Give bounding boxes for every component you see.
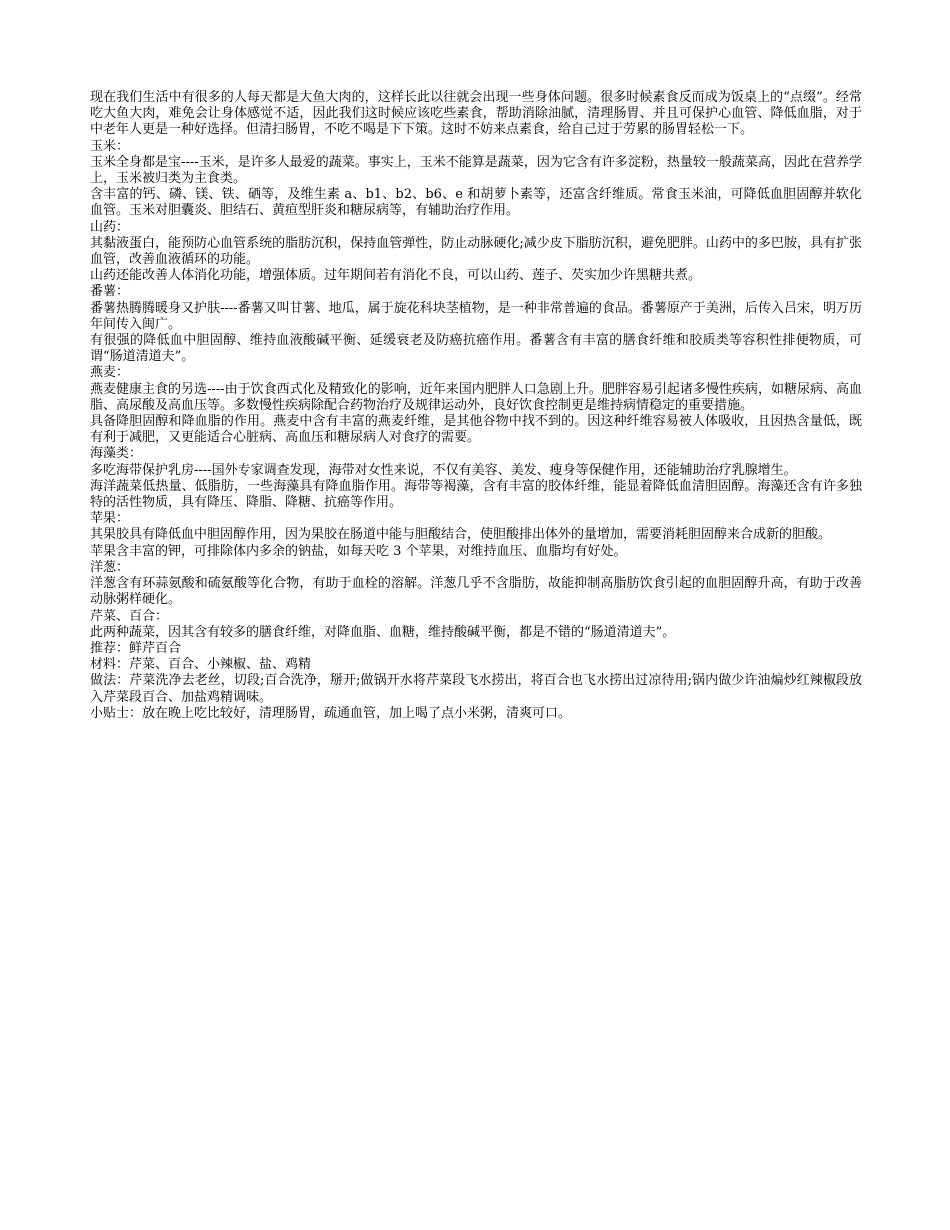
paragraph: 玉米全身都是宝----玉米，是许多人最爱的蔬菜。事实上，玉米不能算是蔬菜，因为它含有许多淀粉，热量较一般蔬菜高，因此在营养学上，玉米被归类为主食类。 xyxy=(90,154,862,187)
section-heading-yam: 山药： xyxy=(90,219,130,235)
section-heading-sweet-potato: 番薯： xyxy=(90,284,130,300)
section-heading-oats: 燕麦： xyxy=(90,365,130,381)
paragraph: 山药还能改善人体消化功能，增强体质。过年期间若有消化不良，可以山药、莲子、芡实加少许黑糖共煮。 xyxy=(90,268,702,284)
recipe-recommendation: 推荐：鲜芹百合 xyxy=(90,640,182,656)
paragraph: 多吃海带保护乳房----国外专家调查发现，海带对女性来说，不仅有美容、美发、瘦身等保健作用，还能辅助治疗乳腺增生。 xyxy=(90,462,797,478)
recipe-ingredients: 材料：芹菜、百合、小辣椒、盐、鸡精 xyxy=(90,657,312,673)
recipe-method: 做法：芹菜洗净去老丝，切段;百合洗净，掰开;做锅开水将芹菜段飞水捞出，将百合也飞水捞出过凉待用;锅内做少许油煸炒红辣椒段放入芹菜段百合、加盐鸡精调味。 xyxy=(90,673,862,705)
paragraph: 具备降胆固醇和降血脂的作用。燕麦中含有丰富的燕麦纤维，是其他谷物中找不到的。因这种纤维容易被人体吸收，且因热含量低，既有利于减肥，又更能适合心脏病、高血压和糖尿病人对食疗的需要。 xyxy=(90,414,862,446)
paragraph: 海洋蔬菜低热量、低脂肪，一些海藻具有降血脂作用。海带等褐藻，含有丰富的胶体纤维，能显着降低血清胆固醇。海藻还含有许多独特的活性物质，具有降压、降脂、降糖、抗癌等作用。 xyxy=(90,478,862,511)
intro-paragraph: 现在我们生活中有很多的人每天都是大鱼大肉的，这样长此以往就会出现一些身体问题。很多时候素食反而成为饭桌上的“点缀”。经常吃大鱼大肉，难免会让身体感觉不适，因此我们这时候应该吃些素食，帮助消除油腻，清理肠胃、并且可保护心血管、降低血脂，对于中老年人更是一种好选择。但清扫肠胃，不吃不喝是下下策。这时不妨来点素食，给自己过于劳累的肠胃轻松一下。 xyxy=(90,90,862,138)
paragraph: 此两种蔬菜，因其含有较多的膳食纤维，对降血脂、血糖，维持酸碱平衡，都是不错的“肠道清道夫”。 xyxy=(90,624,676,640)
paragraph: 洋葱含有环蒜氨酸和硫氨酸等化合物，有助于血栓的溶解。洋葱几乎不含脂肪，故能抑制高脂肪饮食引起的血胆固醇升高，有助于改善动脉粥样硬化。 xyxy=(90,576,862,608)
paragraph: 苹果含丰富的钾，可排除体内多余的钠盐，如每天吃 3 个苹果，对维持血压、血脂均有好处。 xyxy=(90,543,627,559)
paragraph: 其果胶具有降低血中胆固醇作用，因为果胶在肠道中能与胆酸结合，使胆酸排出体外的量增加，需要消耗胆固醇来合成新的胆酸。 xyxy=(90,527,832,543)
paragraph: 其黏液蛋白，能预防心血管系统的脂肪沉积，保持血管弹性，防止动脉硬化;减少皮下脂肪沉积，避免肥胖。山药中的多巴胺，具有扩张血管，改善血液循环的功能。 xyxy=(90,235,862,268)
paragraph: 有很强的降低血中胆固醇、维持血液酸碱平衡、延缓衰老及防癌抗癌作用。番薯含有丰富的膳食纤维和胶质类等容积性排便物质，可谓“肠道清道夫”。 xyxy=(90,333,862,365)
paragraph: 燕麦健康主食的另选----由于饮食西式化及精致化的影响，近年来国内肥胖人口急剧上升。肥胖容易引起诸多慢性疾病，如糖尿病、高血脂、高尿酸及高血压等。多数慢性疾病除配合药物治疗及规律运动外，良好饮食控制更是维持病情稳定的重要措施。 xyxy=(90,381,862,413)
paragraph: 番薯热腾腾暖身又护肤----番薯又叫甘薯、地瓜，属于旋花科块茎植物，是一种非常普遍的食品。番薯原产于美洲，后传入吕宋，明万历年间传入闽广。 xyxy=(90,300,862,332)
section-heading-seaweed: 海藻类： xyxy=(90,446,143,462)
section-heading-apple: 苹果： xyxy=(90,511,130,527)
recipe-tip: 小贴士：放在晚上吃比较好，清理肠胃，疏通血管，加上喝了点小米粥，清爽可口。 xyxy=(90,705,572,721)
document-body xyxy=(90,90,862,722)
section-heading-corn: 玉米： xyxy=(90,138,130,154)
section-heading-onion: 洋葱： xyxy=(90,559,130,575)
section-heading-celery-lily: 芹菜、百合： xyxy=(90,608,169,624)
paragraph: 含丰富的钙、磷、镁、铁、硒等，及维生素 a、b1、b2、b6、e 和胡萝卜素等，还富含纤维质。常食玉米油，可降低血胆固醇并软化血管。玉米对胆囊炎、胆结石、黄疸型肝炎和糖尿病等，有辅助治疗作用。 xyxy=(90,187,862,219)
